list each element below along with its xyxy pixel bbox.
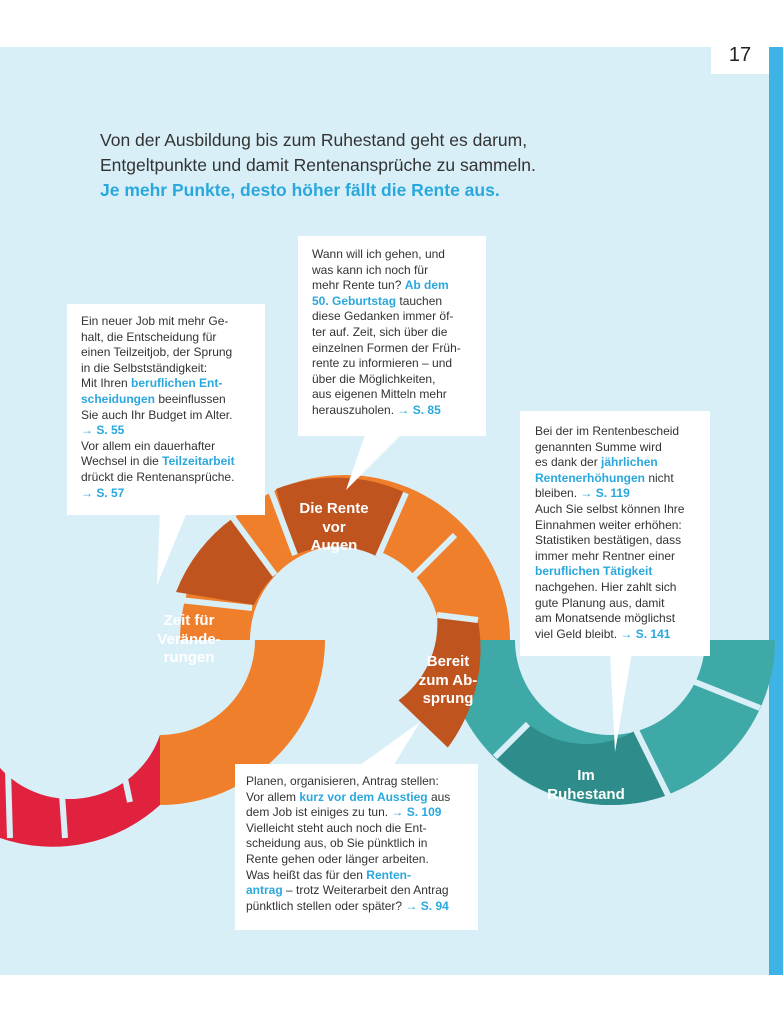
wave-segment <box>0 735 160 847</box>
intro-line: Von der Ausbildung bis zum Ruhestand geht es darum, <box>100 130 528 150</box>
keyword-link[interactable]: jährlichen <box>601 455 658 470</box>
keyword-link[interactable]: kurz vor dem Ausstieg <box>299 789 428 804</box>
page-reference[interactable]: → S. 55 <box>81 423 125 438</box>
keyword-link[interactable]: scheidungen <box>81 391 156 406</box>
keyword-link[interactable]: 50. Geburtstag <box>312 293 397 308</box>
keyword-link[interactable]: antrag <box>246 883 283 898</box>
keyword-link[interactable]: Rentenerhöhungen <box>535 470 645 485</box>
page-reference[interactable]: → S. 119 <box>580 486 630 501</box>
page-reference[interactable]: → S. 109 <box>391 805 442 820</box>
separator <box>8 770 10 838</box>
intro-line: Entgeltpunkte und damit Rentenansprüche zu sammeln. <box>100 155 536 175</box>
keyword-link[interactable]: beruflichen Ent- <box>131 376 223 391</box>
callout-box-career: Ein neuer Job mit mehr Ge- halt, die Entscheidung für einen Teilzeitjob, der Sprung in die Selbstständigkeit: Mit Ihren beruflichen Ent- scheidungen beeinflussen Sie auch Ihr Budget im Alter. → S. 55 Vor allem ein dauerhafter Wechsel in die Teilzeitarbeit drückt die Rentenansprüche. → S. 57 <box>67 304 265 515</box>
stage-label-zeit: Zeit für Verände- rungen <box>157 612 221 666</box>
page-reference[interactable]: → S. 57 <box>81 485 125 500</box>
callout-pointer <box>157 510 188 585</box>
callout-box-pension: Bei der im Rentenbescheid genannten Summe wird es dank der jährlichen Rentenerhöhungen nicht bleiben. → S. 119 Auch Sie selbst können Ihre Einnahmen weiter erhöhen: Statistiken bestätigen, dass immer mehr Rentner einer beruflichen Tätigkeit nachgehen. Hier zahlt sich gute Planung aus, damit am Monatsende möglichst viel Geld bleibt. → S. 141 <box>520 411 710 656</box>
keyword-link[interactable]: Ab dem <box>404 278 449 293</box>
stage-label-ruhestand: Im Ruhestand <box>547 767 625 803</box>
callout-pointer <box>356 722 420 768</box>
stage-label-rente: Die Rente vor Augen <box>299 500 369 554</box>
callout-box-early-retirement: Wann will ich gehen, und was kann ich noch für mehr Rente tun? Ab dem 50. Geburtstag tauchen diese Gedanken immer öf- ter auf. Zeit, sich über die einzelnen Formen der Früh- rente zu informieren – und über die Möglichkeiten, aus eigenen Mitteln mehr herauszuholen. → S. 85 <box>298 236 486 436</box>
page-reference[interactable]: → S. 94 <box>405 898 449 913</box>
keyword-link[interactable]: beruflichen Tätigkeit <box>535 564 653 579</box>
keyword-link[interactable]: Renten- <box>366 867 411 882</box>
callout-box-exit: Planen, organisieren, Antrag stellen: Vor allem kurz vor dem Ausstieg aus dem Job ist einiges zu tun. → S. 109 Vielleicht steht auch noch die Ent- scheidung aus, ob Sie pünktlich in Rente gehen oder länger arbeiten. Was heißt das für den Renten- antrag – trotz Weiterarbeit den Antrag pünktlich stellen oder später? → S. 94 <box>235 764 478 930</box>
page-number: 17 <box>711 36 769 74</box>
keyword-link[interactable]: Teilzeitarbeit <box>162 454 235 469</box>
page-reference[interactable]: → S. 141 <box>620 626 671 641</box>
intro-highlight: Je mehr Punkte, desto höher fällt die Rente aus. <box>100 180 500 200</box>
stage-label-bereit: Bereit zum Ab- sprung <box>418 653 478 707</box>
page-reference[interactable]: → S. 85 <box>397 402 441 417</box>
